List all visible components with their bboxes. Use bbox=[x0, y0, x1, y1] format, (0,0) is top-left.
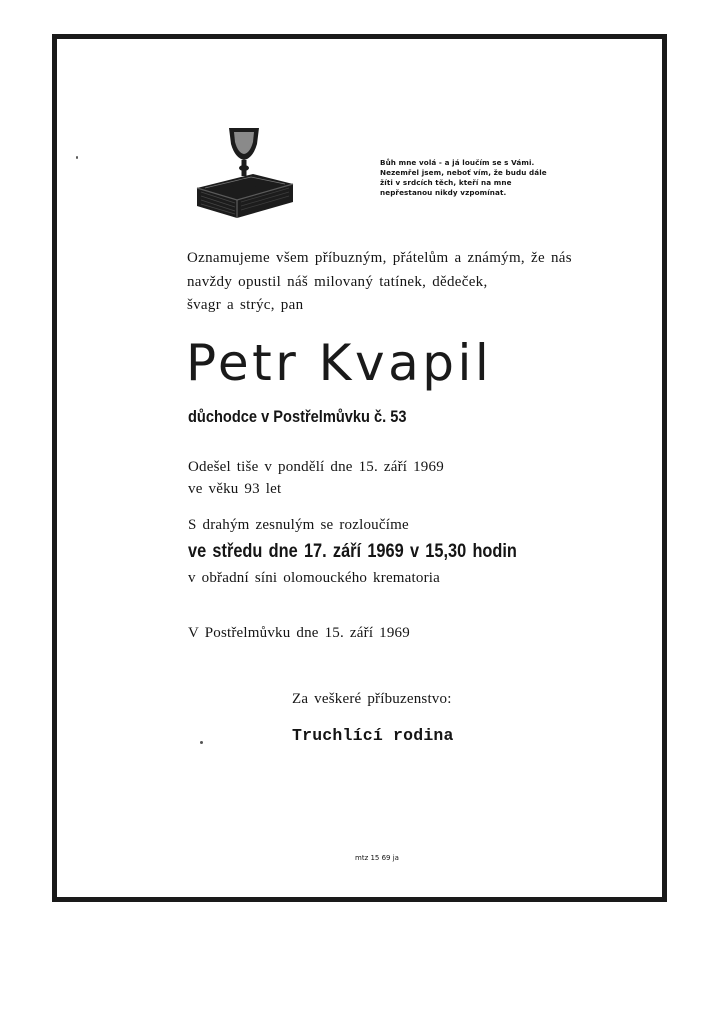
deceased-title: důchodce v Postřelmůvku č. 53 bbox=[188, 407, 407, 426]
announcement-text bbox=[187, 247, 572, 318]
epitaph-line: Bůh mne volá - a já loučím se s Vámi. bbox=[380, 158, 535, 167]
announcement-line: Oznamujeme všem příbuzným, přátelům a známým, že nás bbox=[187, 250, 572, 266]
farewell-intro bbox=[188, 514, 409, 536]
mourning-family: Truchlící rodina bbox=[292, 726, 454, 745]
epitaph-line: nepřestanou nikdy vzpomínat. bbox=[380, 188, 507, 197]
epitaph-line: žíti v srdcích těch, kteří na mne bbox=[380, 178, 512, 187]
paper-speck bbox=[200, 741, 203, 744]
place-date-line: V Postřelmůvku dne 15. září 1969 bbox=[188, 625, 410, 641]
farewell-intro-line: S drahým zesnulým se rozloučíme bbox=[188, 517, 409, 533]
ceremony-location bbox=[188, 567, 440, 589]
relatives-line: Za veškeré příbuzenstvo: bbox=[292, 691, 452, 707]
death-age-line: ve věku 93 let bbox=[188, 481, 282, 497]
epitaph-verse bbox=[380, 158, 580, 198]
announcement-line: navždy opustil náš milovaný tatínek, dědeček, bbox=[187, 273, 488, 290]
printer-mark: mtz 15 69 ja bbox=[355, 854, 399, 862]
deceased-name: Petr Kvapil bbox=[186, 334, 493, 392]
chalice-and-book-illustration bbox=[193, 122, 297, 226]
ceremony-location-line: v obřadní síni olomouckého krematoria bbox=[188, 570, 441, 586]
death-notice bbox=[188, 456, 444, 500]
ceremony-datetime: ve středu dne 17. září 1969 v 15,30 hodin bbox=[188, 541, 517, 562]
paper-speck bbox=[76, 156, 78, 159]
place-and-date bbox=[188, 622, 410, 644]
epitaph-line: Nezemřel jsem, neboť vím, že budu dále bbox=[380, 168, 547, 177]
death-date-line: Odešel tiše v pondělí dne 15. září 1969 bbox=[188, 459, 444, 475]
announcement-line: švagr a strýc, pan bbox=[187, 297, 304, 313]
